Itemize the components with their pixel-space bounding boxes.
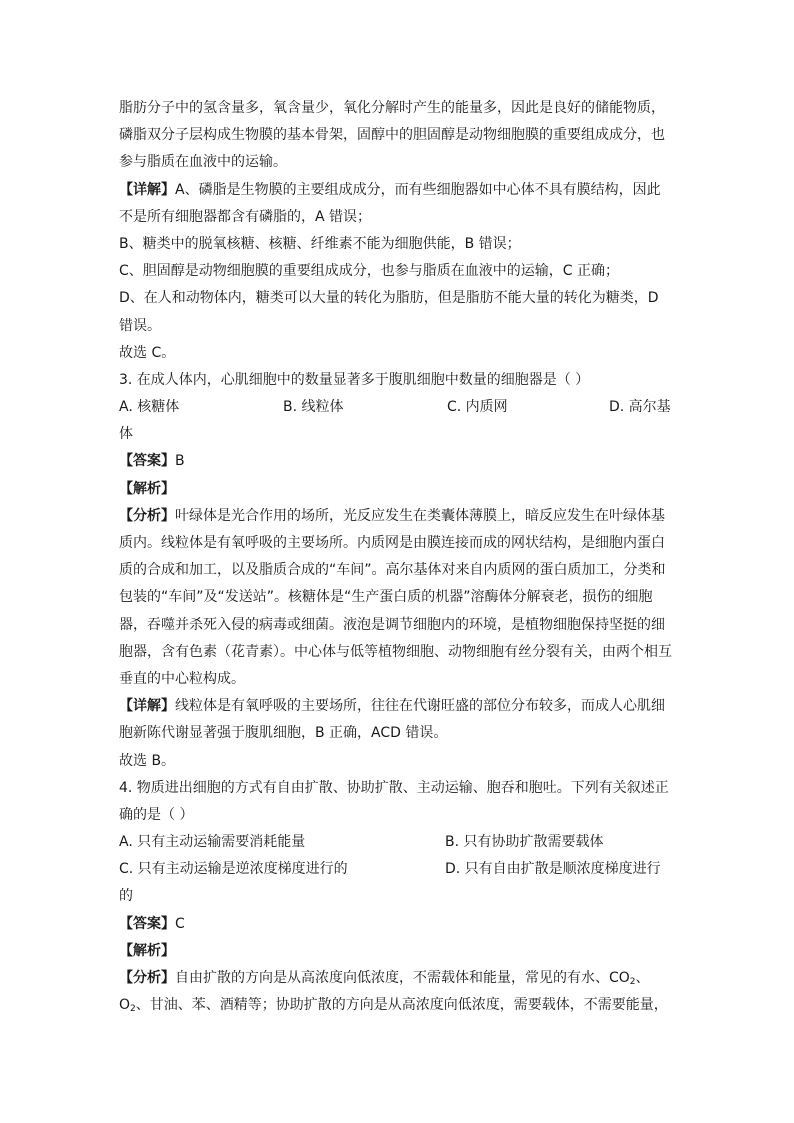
option-c: C. 只有主动运输是逆浓度梯度进行的 [119,861,348,878]
subscript: 2 [130,1004,136,1015]
answer-value: C [175,915,185,932]
text-line: 磷脂双分子层构成生物膜的基本骨架，固醇中的胆固醇是动物细胞膜的重要组成成分，也 [119,127,665,144]
text-line: 胞新陈代谢显著强于腹肌细胞，B 正确，ACD 错误。 [119,725,448,742]
detail-section [119,177,679,204]
subscript: 2 [629,977,636,987]
option-a: A. 核糖体 [119,399,180,416]
question-4-stem: 4. 物质进出细胞的方式有自由扩散、协助扩散、主动运输、胞吞和胞吐。下列有关叙述正 [119,779,669,796]
option-b: B. 只有协助扩散需要载体 [445,834,604,851]
detail-tag: 【详解】 [119,181,175,198]
text-line: 错误。 [119,317,161,334]
text-line: 质的合成和加工，以及脂质合成的“车间”。高尔基体对来自内质网的蛋白质加工，分类和 [119,562,666,579]
text-line: C、胆固醇是动物细胞膜的重要组成成分，也参与脂质在血液中的运输，C 正确； [119,263,619,280]
analysis-line [119,503,679,530]
document-body [119,95,679,1019]
text-line: 参与脂质在血液中的运输。 [119,154,287,171]
text-fragment: 、甘油、苯、酒精等；协助扩散的方向是从高浓度向低浓度，需要载体，不需要能量， [135,997,668,1014]
detail-tag: 【详解】 [119,698,175,715]
option-wrap: 的 [119,888,133,905]
text-line: D、在人和动物体内，糖类可以大量的转化为脂肪，但是脂肪不能大量的转化为糖类，D [119,290,659,307]
choice-line: 故选 B。 [119,752,176,769]
text-line: 不是所有细胞器都含有磷脂的，A 错误； [119,208,372,225]
text-line: 器，吞噬并杀死入侵的病毒或细菌。液泡是调节细胞内的环境，是植物细胞保持坚挺的细 [119,616,665,633]
choice-line: 故选 C。 [119,344,176,361]
answer-tag: 【答案】 [119,915,175,932]
option-d: D. 高尔基 [609,399,671,416]
analysis-tag: 【解析】 [119,942,175,959]
question-3-stem: 3. 在成人体内，心肌细胞中的数量显著多于腹肌细胞中数量的细胞器是（ ） [119,371,590,388]
fenxi-tag: 【分析】 [119,507,175,524]
question-4-stem-cont: 确的是（ ） [119,806,194,823]
text-line [119,992,679,1019]
text-line: 包装的“车间”及“发送站”。核糖体是“生产蛋白质的机器”溶酶体分解衰老，损伤的细胞 [119,589,653,606]
text-line: A、磷脂是生物膜的主要组成成分，而有些细胞器如中心体不具有膜结构，因此 [175,181,661,198]
question-4-options-row2 [119,856,679,883]
text-fragment: O [119,997,131,1014]
question-4-options-row1 [119,829,679,856]
text-line: 叶绿体是光合作用的场所，光反应发生在类囊体薄膜上，暗反应发生在叶绿体基 [175,507,665,524]
detail-line [119,693,679,720]
answer-line [119,911,679,938]
answer-tag: 【答案】 [119,453,175,470]
analysis-tag: 【解析】 [119,480,175,497]
text-line: 线粒体是有氧呼吸的主要场所，往往在代谢旺盛的部位分布较多，而成人心肌细 [175,698,665,715]
text-fragment: 、 [635,970,650,986]
text-line: 胞器，含有色素（花青素）。中心体与低等植物细胞、动物细胞有丝分裂有关，由两个相互 [119,643,672,660]
text-line: 脂肪分子中的氢含量多，氧含量少，氧化分解时产生的能量多，因此是良好的储能物质， [119,100,665,116]
option-b: B. 线粒体 [283,399,344,416]
text-fragment: 自由扩散的方向是从高浓度向低浓度，不需载体和能量，常见的有水、CO [175,970,630,986]
text-line: 垂直的中心粒构成。 [119,670,245,687]
option-wrap: 体 [119,426,133,443]
text-line: 质内。线粒体是有氧呼吸的主要场所。内质网是由膜连接而成的网状结构，是细胞内蛋白 [119,535,665,551]
question-3-options [119,394,679,421]
option-a: A. 只有主动运输需要消耗能量 [119,834,306,851]
answer-value: B [175,453,185,470]
analysis-line [119,965,679,992]
option-c: C. 内质网 [447,399,508,416]
answer-line [119,448,679,475]
option-d: D. 只有自由扩散是顺浓度梯度进行 [445,861,661,878]
fenxi-tag: 【分析】 [119,970,175,986]
text-line: B、糖类中的脱氧核糖、核糖、纤维素不能为细胞供能，B 错误； [119,235,521,252]
